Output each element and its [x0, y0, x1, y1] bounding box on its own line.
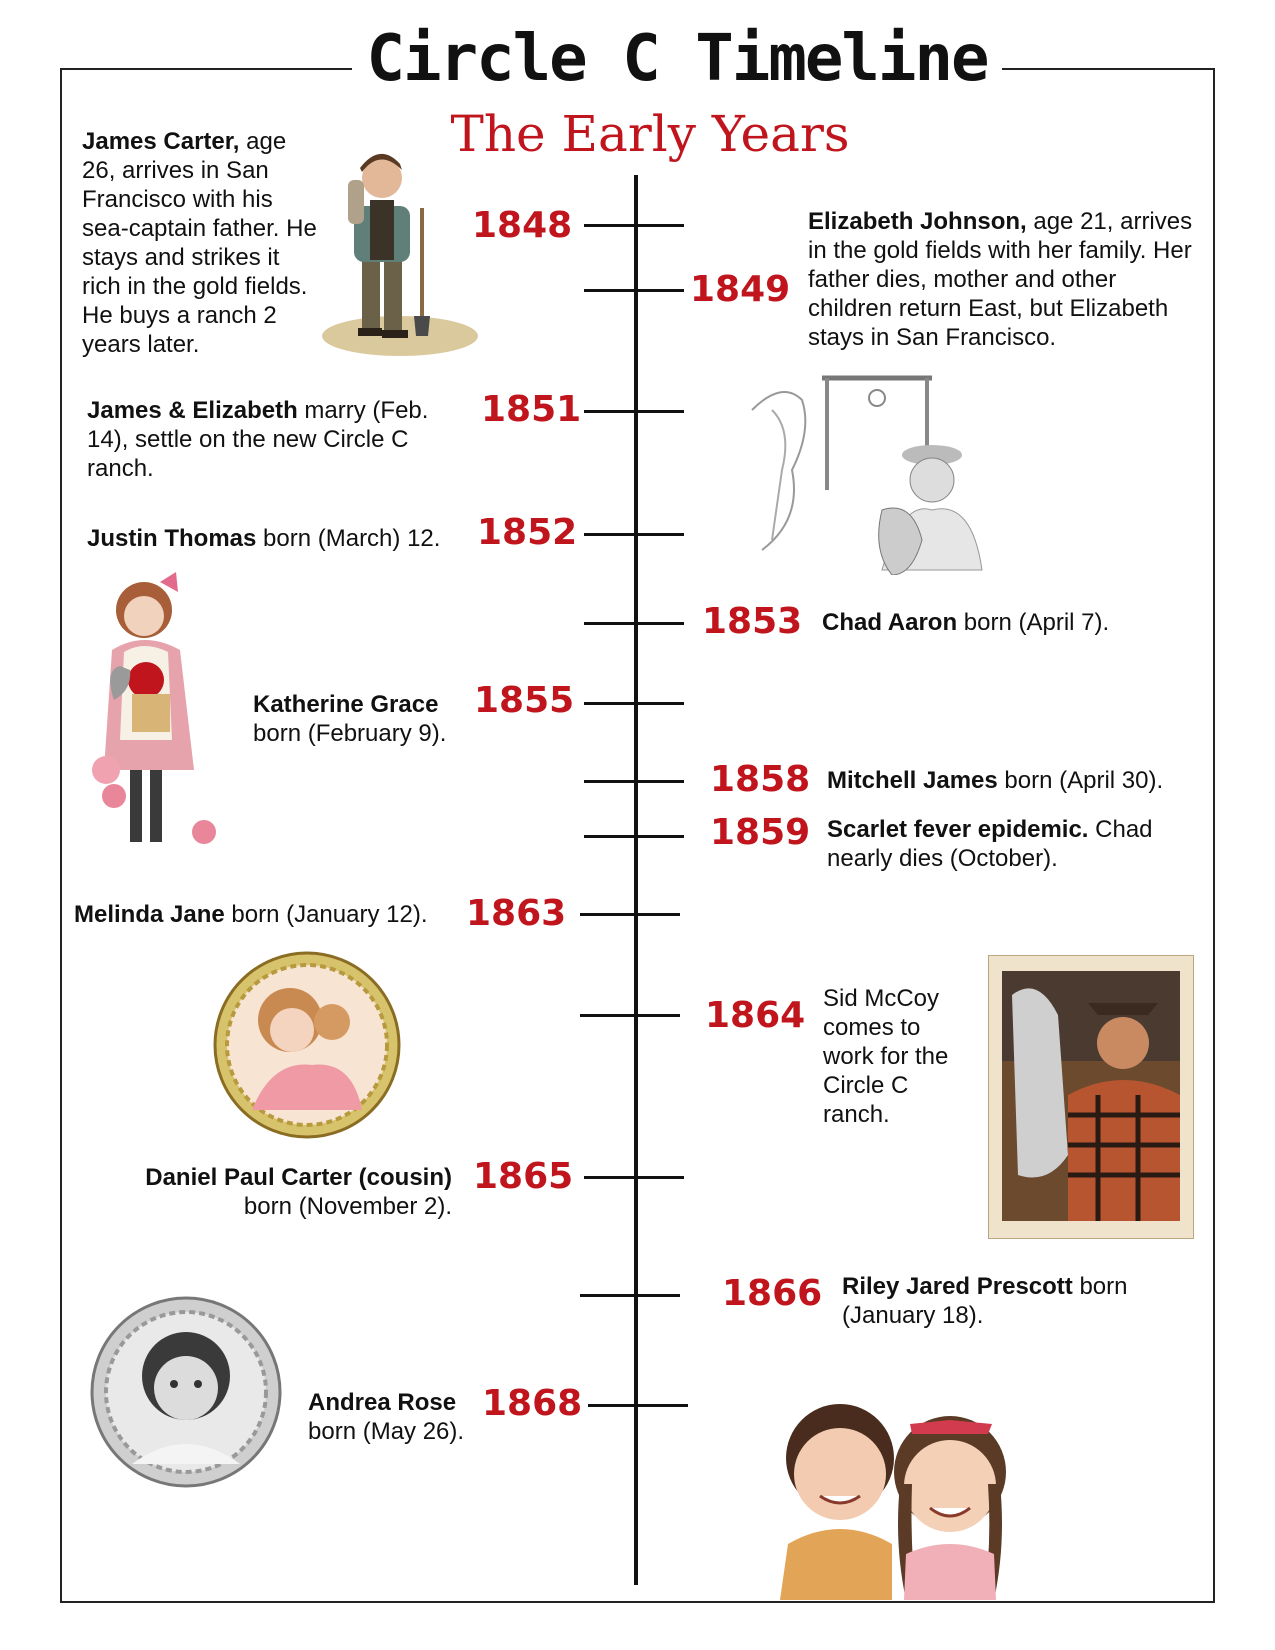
- event-1851: [87, 396, 467, 483]
- tick-1864: [580, 1014, 680, 1017]
- event-name: Justin Thomas: [87, 525, 257, 552]
- girl-kissing-kitten-medallion: [212, 950, 402, 1140]
- event-1853: [822, 608, 1182, 637]
- year-1868: 1868: [482, 1383, 583, 1424]
- tick-1865: [584, 1176, 684, 1179]
- miner-with-shovel-illustration: [320, 140, 480, 358]
- event-1852: [87, 524, 487, 553]
- event-name: Katherine Grace: [253, 691, 439, 718]
- event-1858: [827, 766, 1207, 795]
- tick-1853: [584, 622, 684, 625]
- event-name: Chad Aaron: [822, 609, 958, 636]
- year-1852: 1852: [477, 512, 578, 553]
- year-1853: 1853: [702, 601, 803, 642]
- event-text: born (January 18).: [842, 1273, 1128, 1329]
- tick-1858: [584, 780, 684, 783]
- year-1849: 1849: [690, 269, 791, 310]
- page-title: Circle C Timeline: [366, 22, 988, 96]
- event-1849: [808, 207, 1198, 352]
- tick-1852: [584, 533, 684, 536]
- year-1859: 1859: [710, 812, 811, 853]
- tick-1848: [584, 224, 684, 227]
- event-name: Melinda Jane: [74, 901, 225, 928]
- tick-1859: [584, 835, 684, 838]
- toddler-portrait-medallion: [88, 1294, 284, 1490]
- timeline-spine: [634, 175, 638, 1585]
- tick-1866: [580, 1294, 680, 1297]
- event-1866: [842, 1272, 1182, 1330]
- page-subtitle: The Early Years: [450, 105, 850, 163]
- event-text: Sid McCoy comes to work for the Circle C ranch.: [823, 985, 949, 1128]
- event-name: Andrea Rose: [308, 1389, 457, 1416]
- event-1868: [308, 1388, 488, 1446]
- event-name: Riley Jared Prescott: [842, 1273, 1073, 1300]
- event-text: born (January 12).: [224, 901, 428, 928]
- horse-and-cowboy-sketch: [742, 370, 992, 575]
- event-text: Chad nearly dies (October).: [827, 816, 1153, 872]
- event-text: born (November 2).: [243, 1193, 452, 1220]
- year-1863: 1863: [466, 893, 567, 934]
- event-1859: [827, 815, 1207, 873]
- event-text: born (February 9).: [253, 720, 447, 747]
- event-1865: [100, 1163, 452, 1221]
- event-text: marry (Feb. 14), settle on the new Circle C ranch.: [87, 397, 429, 482]
- event-text: age 26, arrives in San Francisco with his sea-captain father. He stays and strikes it rich in the gold fields. He buys a ranch 2 years later.: [82, 128, 317, 358]
- year-1858: 1858: [710, 759, 811, 800]
- event-name: Daniel Paul Carter (cousin): [145, 1164, 452, 1191]
- event-text: age 21, arrives in the gold fields with her family. Her father dies, mother and other children return East, but Elizabeth stays in San Francisco.: [808, 208, 1193, 351]
- year-1851: 1851: [481, 389, 582, 430]
- event-name: Mitchell James: [827, 767, 998, 794]
- event-name: Elizabeth Johnson,: [808, 208, 1027, 235]
- boy-and-girl-portrait: [760, 1394, 1050, 1600]
- year-1855: 1855: [474, 680, 575, 721]
- year-1864: 1864: [705, 995, 806, 1036]
- tick-1863: [580, 913, 680, 916]
- event-name: James Carter,: [82, 128, 240, 155]
- tick-1868: [588, 1404, 688, 1407]
- year-1848: 1848: [472, 205, 573, 246]
- event-1855: [253, 690, 473, 748]
- event-name: Scarlet fever epidemic.: [827, 816, 1089, 843]
- event-1848: [82, 127, 322, 359]
- year-1866: 1866: [722, 1273, 823, 1314]
- victorian-girl-with-basket: [84, 570, 239, 860]
- tick-1855: [584, 702, 684, 705]
- event-1863: [74, 900, 474, 929]
- event-1864: [823, 984, 973, 1129]
- event-text: born (March) 12.: [256, 525, 441, 552]
- event-name: James & Elizabeth: [87, 397, 298, 424]
- event-text: born (April 30).: [997, 767, 1164, 794]
- tick-1851: [584, 410, 684, 413]
- tick-1849: [584, 289, 684, 292]
- event-text: born (May 26).: [308, 1418, 465, 1445]
- cowboy-with-horse-photo: [988, 955, 1194, 1239]
- year-1865: 1865: [473, 1156, 574, 1197]
- event-text: born (April 7).: [957, 609, 1110, 636]
